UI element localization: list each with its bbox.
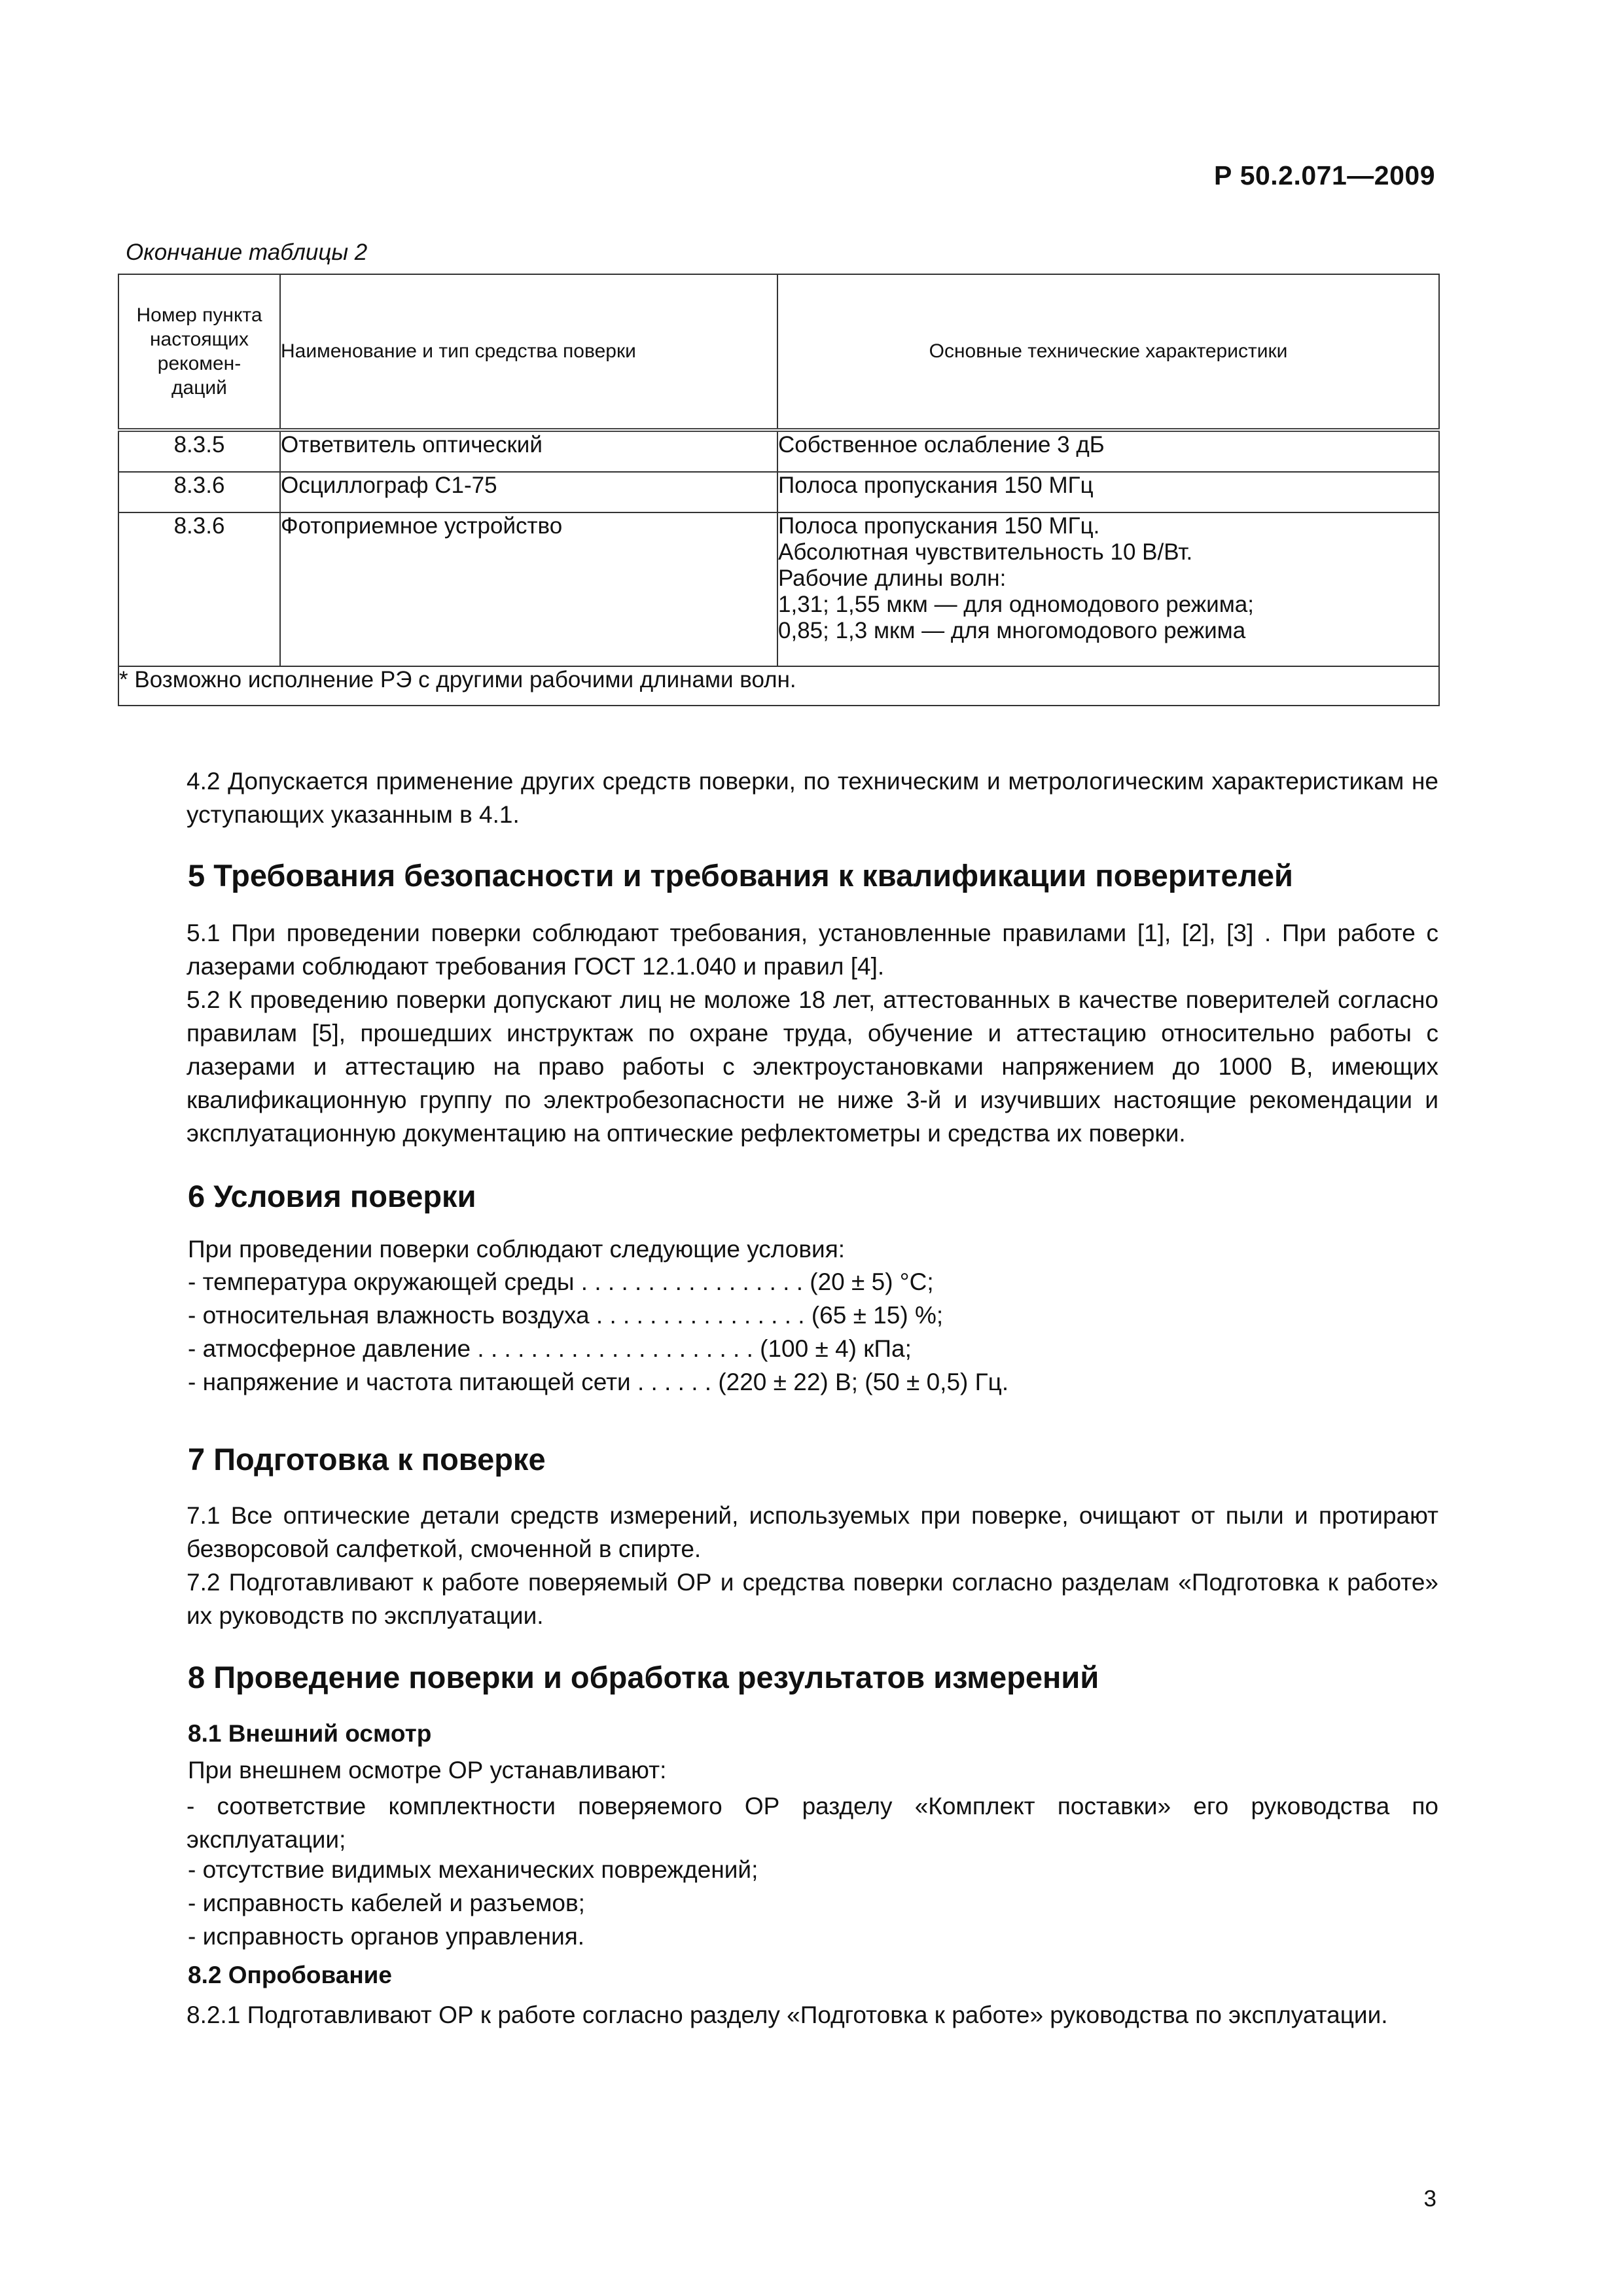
section-7-heading: 7 Подготовка к поверке [188,1442,546,1477]
paragraph-7-2: 7.2 Подготавливают к работе поверяемый ОР и средства поверки согласно разделам «Подготовка к работе» их руководств по эксплуатации. [187,1569,1438,1629]
inspection-item-controls: - исправность органов управления. [188,1923,585,1950]
paragraph-4-2: 4.2 Допускается применение других средств поверки, по техническим и метрологическим характеристикам не уступающих указанным в 4.1. [187,768,1438,828]
characteristic-line: Полоса пропускания 150 МГц. [778,513,1100,539]
row-tool-name: Осциллограф С1-75 [280,472,777,512]
row-number: 8.3.6 [118,512,280,666]
inspection-item-cables: - исправность кабелей и разъемов; [188,1890,585,1916]
row-number: 8.3.6 [118,472,280,512]
column-header-number: Номер пункта настоящих рекомен- даций [118,274,280,430]
row-characteristics: Собственное ослабление 3 дБ [777,430,1439,472]
row-tool-name: Фотоприемное устройство [280,512,777,666]
column-header-name: Наименование и тип средства поверки [280,274,777,430]
table-row [118,512,1439,666]
condition-humidity: - относительная влажность воздуха . . . . . . . . . . . . . . . . (65 ± 15) %; [188,1302,944,1329]
section-6-intro: При проведении поверки соблюдают следующие условия: [188,1236,846,1263]
page-number: 3 [1423,2186,1436,2212]
subsection-8-2-heading: 8.2 Опробование [188,1962,393,1988]
row-characteristics [777,512,1439,666]
table-row [118,430,1439,472]
inspection-item-damage: - отсутствие видимых механических повреждений; [188,1856,758,1883]
condition-temperature: - температура окружающей среды . . . . . . . . . . . . . . . . . (20 ± 5) °С; [188,1268,934,1295]
characteristic-line: Рабочие длины волн: [778,565,1007,591]
characteristic-line: 1,31; 1,55 мкм — для одномодового режима; [778,592,1254,617]
condition-power-supply: - напряжение и частота питающей сети . . . . . . (220 ± 22) В; (50 ± 0,5) Гц. [188,1369,1009,1395]
paragraph-5-2: 5.2 К проведению поверки допускают лиц не моложе 18 лет, аттестованных в качестве поверителей согласно правилам [5], прошедших инструктаж по охране труда, обучение и аттестацию относительно работы с лазерами и аттестацию на право работы с электроустановками напряжением до 1000 В, имеющих квалификационную группу по электробезопасности не ниже 3-й и изучивших настоящие рекомендации и эксплуатационную документацию на оптические рефлектометры и средства их поверки. [187,986,1438,1147]
characteristic-line: Абсолютная чувствительность 10 В/Вт. [778,539,1193,565]
table-header-row [118,274,1439,430]
table-footnote: * Возможно исполнение РЭ с другими рабочими длинами волн. [118,666,1439,706]
row-tool-name: Ответвитель оптический [280,430,777,472]
section-5-heading: 5 Требования безопасности и требования к квалификации поверителей [188,858,1293,893]
row-characteristics: Полоса пропускания 150 МГц [777,472,1439,512]
row-number: 8.3.5 [118,430,280,472]
paragraph-7-1: 7.1 Все оптические детали средств измерений, используемых при поверке, очищают от пыли и протирают безворсовой салфеткой, смоченной в спирте. [187,1502,1438,1562]
section-6-heading: 6 Условия поверки [188,1179,476,1213]
section-8-heading: 8 Проведение поверки и обработка результатов измерений [188,1660,1099,1695]
document-code: Р 50.2.071—2009 [1213,160,1435,190]
table-caption: Окончание таблицы 2 [126,240,368,265]
subsection-8-1-intro: При внешнем осмотре ОР устанавливают: [188,1757,667,1784]
condition-pressure: - атмосферное давление . . . . . . . . . . . . . . . . . . . . . (100 ± 4) кПа; [188,1335,912,1362]
paragraph-5-1: 5.1 При проведении поверки соблюдают требования, установленные правилами [1], [2], [3] . При работе с лазерами соблюдают требования ГОСТ 12.1.040 и правил [4]. [187,920,1438,980]
table-footnote-row [118,666,1439,706]
column-header-characteristics: Основные технические характеристики [777,274,1439,430]
table-row [118,472,1439,512]
subsection-8-1-heading: 8.1 Внешний осмотр [188,1720,432,1747]
paragraph-8-2-1: 8.2.1 Подготавливают ОР к работе согласно разделу «Подготовка к работе» руководства по эксплуатации. [187,2001,1388,2028]
verification-tools-table [118,274,1440,706]
inspection-item-completeness: - соответствие комплектности поверяемого ОР разделу «Комплект поставки» его руководства по эксплуатации; [187,1793,1438,1853]
characteristic-line: 0,85; 1,3 мкм — для многомодового режима [778,618,1246,643]
